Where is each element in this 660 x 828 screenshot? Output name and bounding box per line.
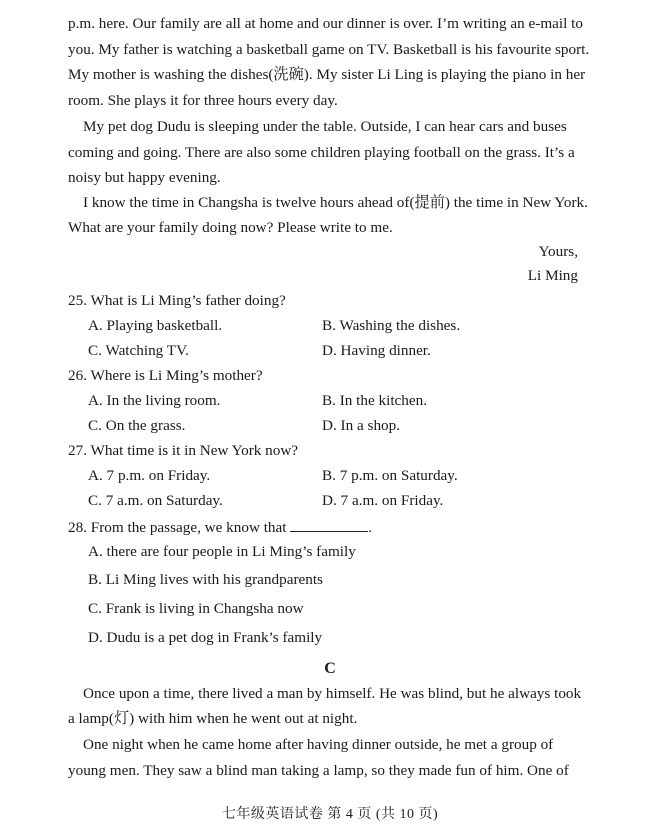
passage-line: you. My father is watching a basketball game on TV. Basketball is his favourite sport. <box>68 41 590 58</box>
passage-line: coming and going. There are also some children playing football on the grass. It’s a <box>68 144 575 161</box>
option-a: A. 7 p.m. on Friday. <box>88 467 211 484</box>
question-stem: 25. What is Li Ming’s father doing? <box>68 292 286 309</box>
passage-line: young men. They saw a blind man taking a lamp, so they made fun of him. One of <box>68 762 569 779</box>
question-stem-end: . <box>368 519 373 536</box>
option-a: A. there are four people in Li Ming’s family <box>88 543 356 560</box>
option-c: C. 7 a.m. on Saturday. <box>88 492 223 509</box>
option-b: B. Washing the dishes. <box>322 317 461 334</box>
option-a: A. In the living room. <box>88 392 221 409</box>
letter-closing: Yours, <box>538 243 578 260</box>
passage-line: Once upon a time, there lived a man by himself. He was blind, but he always took <box>83 685 582 702</box>
question-stem <box>68 517 372 538</box>
passage-line: My mother is washing the dishes(洗碗). My sister Li Ling is playing the piano in her <box>68 66 586 83</box>
option-b: B. Li Ming lives with his grandparents <box>88 571 323 588</box>
passage-line: I know the time in Changsha is twelve hours ahead of(提前) the time in New York. <box>83 194 588 211</box>
option-d: D. Having dinner. <box>322 342 431 359</box>
option-d: D. In a shop. <box>322 417 401 434</box>
option-c: C. On the grass. <box>88 417 186 434</box>
section-heading: C <box>324 660 336 677</box>
option-c: C. Watching TV. <box>88 342 189 359</box>
option-c: C. Frank is living in Changsha now <box>88 600 304 617</box>
option-a: A. Playing basketball. <box>88 317 223 334</box>
question-stem: 26. Where is Li Ming’s mother? <box>68 367 263 384</box>
option-b: B. 7 p.m. on Saturday. <box>322 467 458 484</box>
passage-line: One night when he came home after having dinner outside, he met a group of <box>83 736 554 753</box>
option-d: D. Dudu is a pet dog in Frank’s family <box>88 629 323 646</box>
passage-line: What are your family doing now? Please write to me. <box>68 219 393 236</box>
passage-line: a lamp(灯) with him when he went out at night. <box>68 710 358 727</box>
passage-line: noisy but happy evening. <box>68 169 221 186</box>
passage-line: room. She plays it for three hours every day. <box>68 92 338 109</box>
question-stem: 27. What time is it in New York now? <box>68 442 299 459</box>
option-b: B. In the kitchen. <box>322 392 428 409</box>
passage-line: My pet dog Dudu is sleeping under the table. Outside, I can hear cars and buses <box>83 118 567 135</box>
letter-signature: Li Ming <box>527 267 578 284</box>
passage-line: p.m. here. Our family are all at home and our dinner is over. I’m writing an e-mail to <box>68 15 583 32</box>
option-d: D. 7 a.m. on Friday. <box>322 492 444 509</box>
question-stem-text: 28. From the passage, we know that <box>68 519 287 536</box>
page-footer: 七年级英语试卷 第 4 页 (共 10 页) <box>221 807 439 822</box>
answer-blank <box>290 517 368 532</box>
